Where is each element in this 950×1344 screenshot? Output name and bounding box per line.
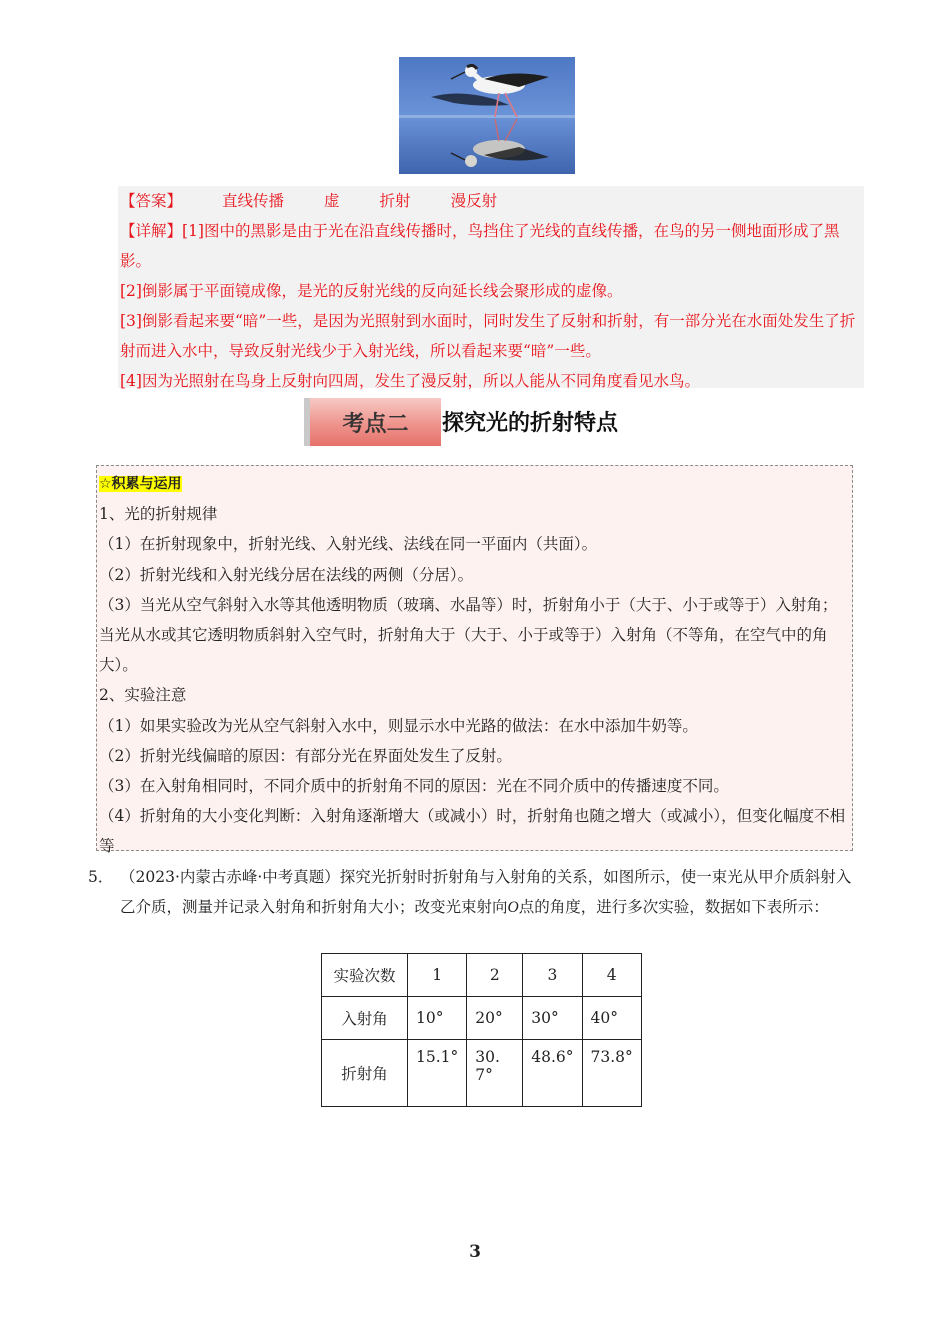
- table-cell: 10°: [408, 997, 467, 1040]
- knowledge-line: （3）在入射角相同时，不同介质中的折射角不同的原因：光在不同介质中的传播速度不同。: [99, 777, 729, 796]
- knowledge-line: （3）当光从空气斜射入水等其他透明物质（玻璃、水晶等）时，折射角小于（大于、小于或等于）入射角；当光从水或其它透明物质斜射入空气时，折射角大于（大于、小于或等于）入射角（不等角，在空气中的角大）。: [99, 595, 838, 675]
- knowledge-box: [96, 465, 853, 856]
- section-title: 探究光的折射特点: [442, 411, 619, 436]
- answer-item: 折射: [379, 192, 411, 210]
- knowledge-line: （1）在折射现象中，折射光线、入射光线、法线在同一平面内（共面）。: [99, 535, 598, 554]
- table-row: [322, 997, 642, 1040]
- table-cell: 4: [582, 954, 641, 997]
- table-header-cell: 实验次数: [322, 954, 408, 997]
- page-number: 3: [469, 1242, 481, 1262]
- answer-item: 直线传播: [222, 192, 285, 210]
- answer-item: 漫反射: [450, 192, 498, 210]
- table-cell: 20°: [467, 997, 523, 1040]
- detail-3: [3]倒影看起来要“暗”一些，是因为光照射到水面时，同时发生了反射和折射，有一部分光在水面处发生了折射而进入水中，导致反射光线少于入射光线，所以看起来要“暗”一些。: [120, 312, 856, 360]
- answer-box: [118, 186, 864, 388]
- detail-1: 【详解】[1]图中的黑影是由于光在沿直线传播时，鸟挡住了光线的直线传播，在鸟的另一侧地面形成了黑影。: [120, 222, 840, 270]
- point-label: O: [507, 899, 519, 916]
- answer-line: [120, 186, 862, 216]
- table-cell: 48.6°: [523, 1040, 582, 1107]
- section-tag: 考点二: [304, 398, 441, 446]
- table-header-cell: 折射角: [322, 1040, 408, 1107]
- detail-tag: 【详解】: [120, 222, 183, 240]
- bird-reflection-photo: [399, 57, 575, 174]
- data-table: [321, 953, 642, 1107]
- answer-tag: 【答案】: [120, 192, 183, 210]
- table-cell: 3: [523, 954, 582, 997]
- table-cell: 30.7°: [467, 1040, 523, 1107]
- table-row: [322, 1040, 642, 1107]
- table-cell: 40°: [582, 997, 641, 1040]
- answer-item: 虚: [324, 192, 340, 210]
- table-row: [322, 954, 642, 997]
- knowledge-line: （1）如果实验改为光从空气斜射入水中，则显示水中光路的做法：在水中添加牛奶等。: [99, 716, 698, 735]
- detail-4: [4]因为光照射在鸟身上反射向四周，发生了漫反射，所以人能从不同角度看见水鸟。: [120, 372, 700, 390]
- knowledge-line: （2）折射光线和入射光线分居在法线的两侧（分居）。: [99, 565, 474, 584]
- table-cell: 73.8°: [582, 1040, 641, 1107]
- table-cell: 1: [408, 954, 467, 997]
- table-cell: 2: [467, 954, 523, 997]
- table-header-cell: 入射角: [322, 997, 408, 1040]
- question-number: 5．: [88, 868, 114, 886]
- knowledge-line: （4）折射角的大小变化判断：入射角逐渐增大（或减小）时，折射角也随之增大（或减小），但变化幅度不相等: [99, 807, 846, 856]
- question-text: （2023·内蒙古赤峰·中考真题）探究光折射时折射角与入射角的关系，如图所示，使一束光从甲介质斜射入乙介质，测量并记录入射角和折射角大小；改变光束射向O点的角度，进行多次实验，数据如下表所示：: [120, 868, 852, 916]
- knowledge-line: 2、实验注意: [99, 686, 187, 705]
- question-5: [88, 862, 864, 923]
- table-cell: 15.1°: [408, 1040, 467, 1107]
- knowledge-line: （2）折射光线偏暗的原因：有部分光在界面处发生了反射。: [99, 746, 512, 765]
- table-cell: 30°: [523, 997, 582, 1040]
- detail-2: [2]倒影属于平面镜成像，是光的反射光线的反向延长线会聚形成的虚像。: [120, 282, 623, 300]
- knowledge-label: ☆积累与运用: [99, 476, 182, 492]
- knowledge-line: 1、光的折射规律: [99, 505, 218, 524]
